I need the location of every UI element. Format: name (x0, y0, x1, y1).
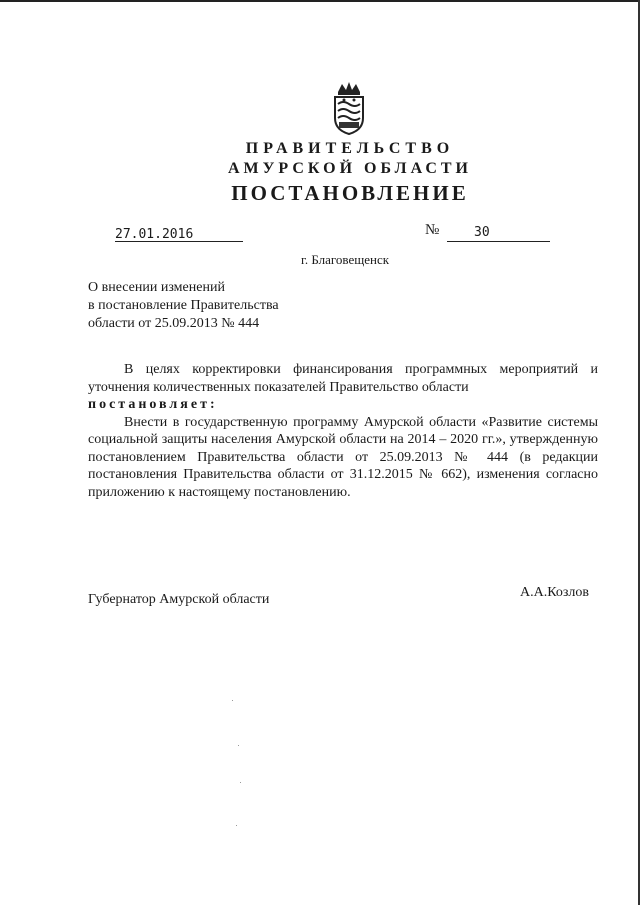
preamble-paragraph: В целях корректировки финансирования программных мероприятий и уточнения количественных показателей Правительство области (88, 362, 598, 395)
document-type-title: ПОСТАНОВЛЕНИЕ (231, 181, 469, 205)
subject-line: О внесении изменений (88, 280, 225, 295)
signatory-position: Губернатор Амурской области (88, 592, 270, 607)
scan-speck (232, 700, 233, 701)
document-number: 30 (474, 225, 490, 240)
number-label: № (425, 222, 440, 238)
document-subject (88, 279, 279, 333)
city: г. Благовещенск (300, 252, 390, 267)
date-field (115, 225, 243, 242)
subject-line: в постановление Правительства (88, 298, 279, 313)
decree-word: постановляет: (88, 397, 218, 412)
signatory-name: А.А.Козлов (520, 585, 589, 600)
scan-edge-top (0, 0, 640, 2)
scan-speck (238, 745, 239, 746)
scan-speck (240, 782, 241, 783)
org-title-line2: АМУРСКОЙ ОБЛАСТИ (228, 160, 472, 177)
subject-line: области от 25.09.2013 № 444 (88, 316, 260, 331)
body-paragraph: Внести в государственную программу Амурской области «Развитие системы социальной защиты населения Амурской области на 2014 – 2020 гг.», утвержденную постановлением Правительства области от 25.09.2013 № 444 (в редакции постановления Правительства области от 31.12.2015 № 662), изменения согласно приложению к настоящему постановлению. (88, 414, 598, 500)
document-body (88, 361, 598, 501)
amur-region-coat-of-arms-icon (330, 80, 368, 136)
number-field (447, 225, 550, 242)
org-title-line1: ПРАВИТЕЛЬСТВО (245, 140, 455, 157)
document-date: 27.01.2016 (115, 227, 194, 242)
scan-speck (236, 825, 237, 826)
